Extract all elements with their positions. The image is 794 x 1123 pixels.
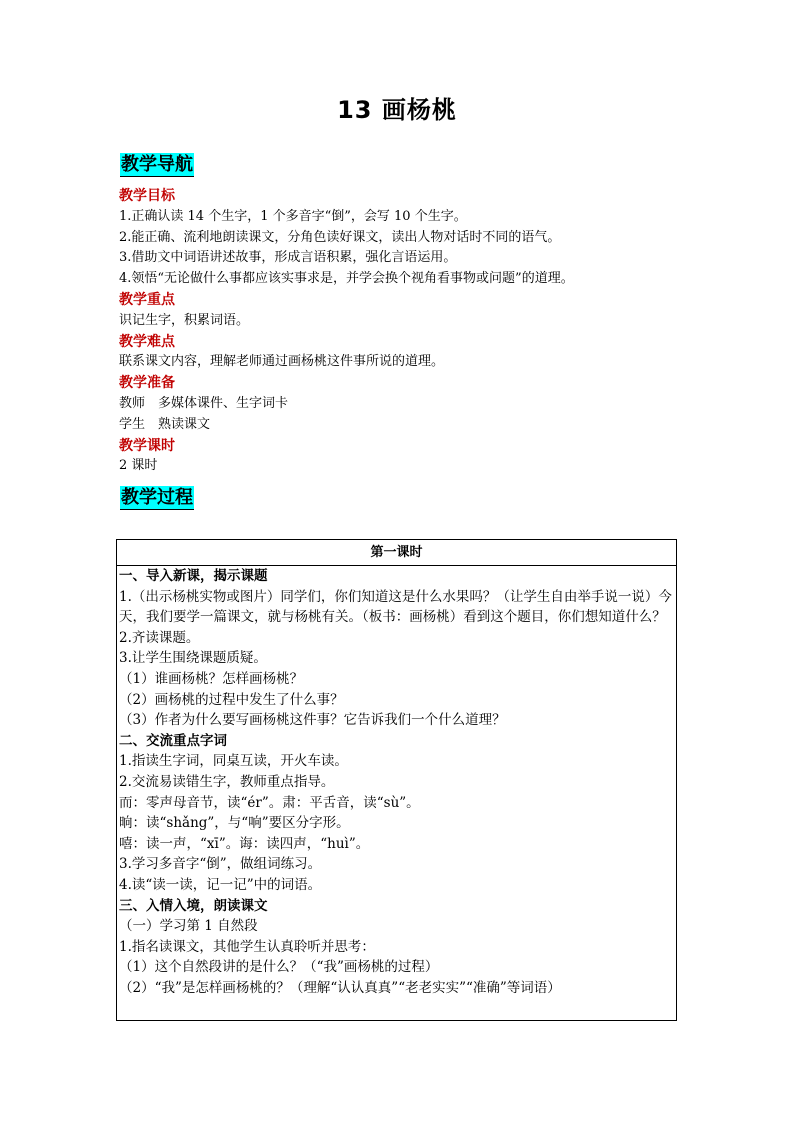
lesson-body xyxy=(117,566,676,998)
lesson-heading: 一、导入新课，揭示课题 xyxy=(119,568,268,584)
lesson-line: （3）作者为什么要写画杨桃这件事？它告诉我们一个什么道理？ xyxy=(119,712,506,729)
lesson-title: 第一课时 xyxy=(117,540,676,566)
plan-line: 3.借助文中词语讲述故事，形成言语积累，强化言语运用。 xyxy=(119,250,457,266)
teaching-plan xyxy=(119,186,679,477)
lesson-line: 3.让学生围绕课题质疑。 xyxy=(119,650,267,667)
lesson-heading: 三、入情入境，朗读课文 xyxy=(119,897,268,914)
lesson-heading: 二、交流重点字词 xyxy=(119,732,227,749)
section-heading-process: 教学过程 xyxy=(121,487,193,508)
lesson-line: （1）谁画杨桃？怎样画杨桃？ xyxy=(119,670,304,687)
plan-heading: 教学重点 xyxy=(119,291,175,308)
plan-line: 学生 熟读课文 xyxy=(119,416,211,432)
lesson-line: （1）这个自然段讲的是什么？（“我”画杨桃的过程） xyxy=(119,959,439,976)
plan-heading: 教学准备 xyxy=(119,375,175,392)
plan-line: 联系课文内容，理解老师通过画杨桃这件事所说的道理。 xyxy=(119,354,445,370)
plan-line: 2 课时 xyxy=(119,458,158,474)
plan-heading: 教学课时 xyxy=(119,437,175,454)
plan-line: 2.能正确、流利地朗读课文，分角色读好课文，读出人物对话时不同的语气。 xyxy=(119,229,561,245)
lesson-line: 而：零声母音节，读“ér”。肃：平舌音，读“sù”。 xyxy=(119,794,420,811)
plan-line: 识记生字，积累词语。 xyxy=(119,312,250,328)
section-heading-guide: 教学导航 xyxy=(121,154,193,175)
lesson-line: 1.指读生字词，同桌互读，开火车读。 xyxy=(119,753,348,770)
plan-heading: 教学难点 xyxy=(119,333,175,350)
lesson-line: 晌：读“shǎng”，与“响”要区分字形。 xyxy=(119,815,350,832)
lesson-line: 1.（出示杨桃实物或图片）同学们，你们知道这是什么水果吗？（让学生自由举手说一说）今天，我们要学一篇课文，就与杨桃有关。（板书：画杨桃）看到这个题目，你们想知道什么？ xyxy=(119,588,672,626)
lesson-line: 3.学习多音字“倒”，做组词练习。 xyxy=(119,856,322,873)
lesson-line: 2.齐读课题。 xyxy=(119,629,200,646)
plan-line: 教师 多媒体课件、生字词卡 xyxy=(119,395,289,411)
lesson-line: 2.交流易读错生字，教师重点指导。 xyxy=(119,773,335,790)
lesson-line: （2）“我”是怎样画杨桃的？（理解“认认真真”“老老实实”“准确”等词语） xyxy=(119,979,561,996)
plan-heading: 教学目标 xyxy=(119,188,175,204)
page-title: 13 画杨桃 xyxy=(337,96,457,124)
plan-line: 1.正确认读 14 个生字，1 个多音字“倒”，会写 10 个生字。 xyxy=(119,208,467,224)
lesson-line: （一）学习第 1 自然段 xyxy=(119,918,258,935)
plan-line: 4.领悟“无论做什么事都应该实事求是，并学会换个视角看事物或问题”的道理。 xyxy=(119,271,574,287)
lesson-line: （2）画杨桃的过程中发生了什么事？ xyxy=(119,691,344,708)
lesson-line: 1.指名读课文，其他学生认真聆听并思考： xyxy=(119,938,375,955)
lesson-line: 嘻：读一声，“xī”。诲：读四声，“huì”。 xyxy=(119,835,370,852)
lesson-line: 4.读“读一读，记一记”中的词语。 xyxy=(119,876,322,893)
lesson-table xyxy=(116,539,677,1021)
